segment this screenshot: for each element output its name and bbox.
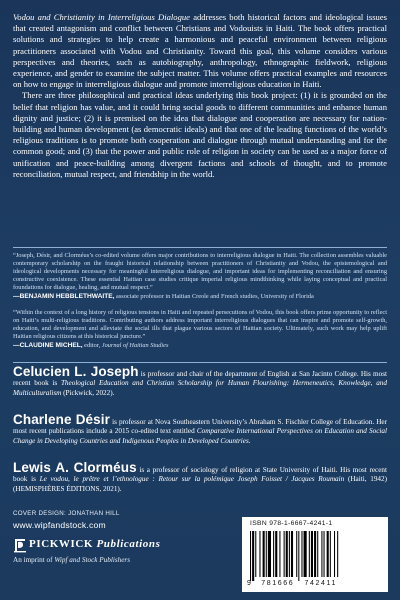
endorsement-quote: “Joseph, Désir, and Clorméus’s co-edited volume offers major contributions to interreligious dialogue in Haiti. The collection assembles valuable contemporary scholarship on the fraught historical relationship between practitioners of Christianity and Vodou, the epistemological and ideological developments necessary for meaningful interreligious dialogue, and important ideas for implementing reconciliation and ensuring constructive coexistence. These essential Haitian case studies critique imperial religious mindthinking while laying conceptual and practical foundations for dialogue, healing, and mutual respect.” (13, 252, 387, 292)
book-title: Vodou and Christianity in Interreligious Dialogue (13, 12, 190, 22)
endorser-name: —CLAUDINE MICHEL, (13, 342, 83, 350)
ean-right-group: 742411 (304, 580, 337, 587)
barcode-bar (259, 531, 260, 577)
endorsement-signature (13, 342, 387, 350)
barcode-bar (289, 531, 290, 577)
author-name: Lewis A. Clorméus (13, 460, 137, 475)
divider-bottom (13, 362, 387, 363)
barcode-bar (304, 531, 307, 577)
ean-digits (247, 580, 337, 587)
publisher-url: www.wipfandstock.com (13, 520, 106, 530)
bio-text: is professor and chair of the department of English at San Jacinto College. His most recent book is (13, 370, 387, 388)
bio-text-end: (Pickwick, 2022). (61, 388, 115, 397)
barcode-bar (298, 531, 299, 581)
endorser-affiliation: associate professor in Haitian Creole and French studies, University of Florida (114, 293, 314, 301)
barcode-bar (291, 531, 293, 577)
barcode-bar (263, 531, 265, 577)
endorsement-2 (13, 309, 387, 350)
barcode-bar (286, 531, 288, 577)
bio-text: is professor at Nova Southeastern University’s Abraham S. Fischler College of Education. Her most recent publications include a 2015 co-edited text entitled (13, 418, 387, 436)
barcode-bar (284, 531, 285, 577)
barcode-bar (266, 531, 267, 577)
bio-clormeus (13, 460, 387, 494)
barcode-bar (252, 531, 254, 581)
isbn-label: ISBN 978-1-6667-4241-1 (250, 520, 333, 527)
imprint-text: An imprint of (13, 556, 55, 564)
barcode-bar (250, 531, 251, 581)
cover-design-credit: COVER DESIGN: JONATHAN HILL (13, 510, 120, 517)
publisher-name (29, 538, 161, 550)
ean-lead-digit: 9 (247, 580, 251, 587)
barcode-bar (273, 531, 274, 577)
description-paragraph-2: There are three philosophical and practical ideas underlying this book project: (1) it is grounded on the belief that religion has value, and it could bring social goods to different communities and enhance human dignity and justice; (2) it is premised on the idea that dialogue and cooperation are necessary for nation-building and human development (as democratic ideals) and that one of the leading functions of the world’s religious traditions is to promote both cooperation and dialogue through mutual understanding and for the common good; and (3) that the power and public role of religion in society can be used as a major force of unification and peace-building among divergent factions and schools of thought, and to promote reconciliation, mutual respect, and friendship in the world. (13, 90, 387, 179)
barcode-bar (330, 531, 331, 577)
barcode-bar (321, 531, 322, 577)
bio-joseph (13, 364, 387, 398)
publisher-italic: Publications (93, 538, 161, 550)
barcode-bar (334, 531, 335, 577)
bio-text-end: (Haiti, 1942) (HEMISPHÈRES ÉDITIONS, 2021). (13, 475, 387, 493)
endorsement-signature (13, 293, 387, 301)
barcode-bar (301, 531, 302, 577)
barcode-bar (314, 531, 316, 577)
barcode-bar (275, 531, 277, 577)
description-paragraph-1 (13, 12, 387, 90)
barcode-bar (324, 531, 325, 577)
book-description (13, 12, 387, 180)
barcode-bar (311, 531, 313, 577)
author-name: Celucien L. Joseph (13, 364, 139, 379)
barcode-bar (327, 531, 329, 577)
barcode-bar (279, 531, 280, 577)
endorsement-1 (13, 252, 387, 302)
bio-desir (13, 412, 387, 446)
bio-text: is a professor of sociology of religion at State University of Haiti. His most recent book is (13, 466, 387, 484)
endorser-name: —BENJAMIN HEBBLETHWAITE, (13, 293, 115, 301)
publisher-caps: PICKWICK (29, 538, 94, 550)
endorsement-quote: “Within the context of a long history of religious tensions in Haiti and repeated persecutions of Vodou, this book offers prime opportunity to reflect on Haiti’s multi-religious traditions. Contributing authors address important interreligious dialogues that can inspire and promote self-growth, education, and development and alleviate the social ills that plague various sectors of Haitian society. Ultimately, such work may help uplift Haitian religious citizens at this historical juncture.” (13, 309, 387, 341)
bio-text-end: . (248, 436, 251, 445)
divider-top (13, 247, 387, 248)
imprint-publisher: Wipf and Stock Publishers (54, 556, 130, 564)
imprint-line (13, 556, 130, 564)
barcode-bar (337, 531, 338, 577)
barcode-bar (296, 531, 297, 577)
ean-left-group: 781666 (261, 580, 295, 587)
barcode-bar (317, 531, 318, 577)
barcode-bar (255, 531, 256, 577)
pickwick-logo-icon (13, 537, 27, 553)
description-text-1: addresses both historical factors and ideological issues that created antagonism and conflict between Christians and Vodouists in Haiti. The book offers practical solutions and strategies to help create a harmonious and peaceful environment between religious practitioners associated with Vodou and Christianity. Toward this goal, this volume considers various perspectives and theories, such as autobiography, anthropology, ethnographic fieldwork, religious experience, and gender to examine the subject matter. This volume offers practical examples and resources on how to engage in interreligious dialogue and promote interreligious education in Haiti. (13, 12, 388, 90)
barcode-bar (268, 531, 271, 577)
bio-book-title: Theological Education and Christian Scholarship for Human Flourishing: Hermeneutics, Knowledge, and Multiculturalism (13, 379, 387, 397)
bio-book-title: Comparative International Perspectives on Education and Social Change in Developing Countries and Indigenous Peoples in Developed Countries (13, 427, 387, 445)
endorser-affiliation: editor, (82, 342, 102, 350)
endorser-journal: Journal of Haitian Studies (101, 342, 169, 350)
bio-book-title: Le vodou, le prêtre et l’ethnologue : Retour sur la polémique Joseph Foisset / Jacques Roumain (39, 475, 345, 484)
barcode-bar (309, 531, 310, 577)
author-name: Charlene Désir (13, 412, 110, 427)
